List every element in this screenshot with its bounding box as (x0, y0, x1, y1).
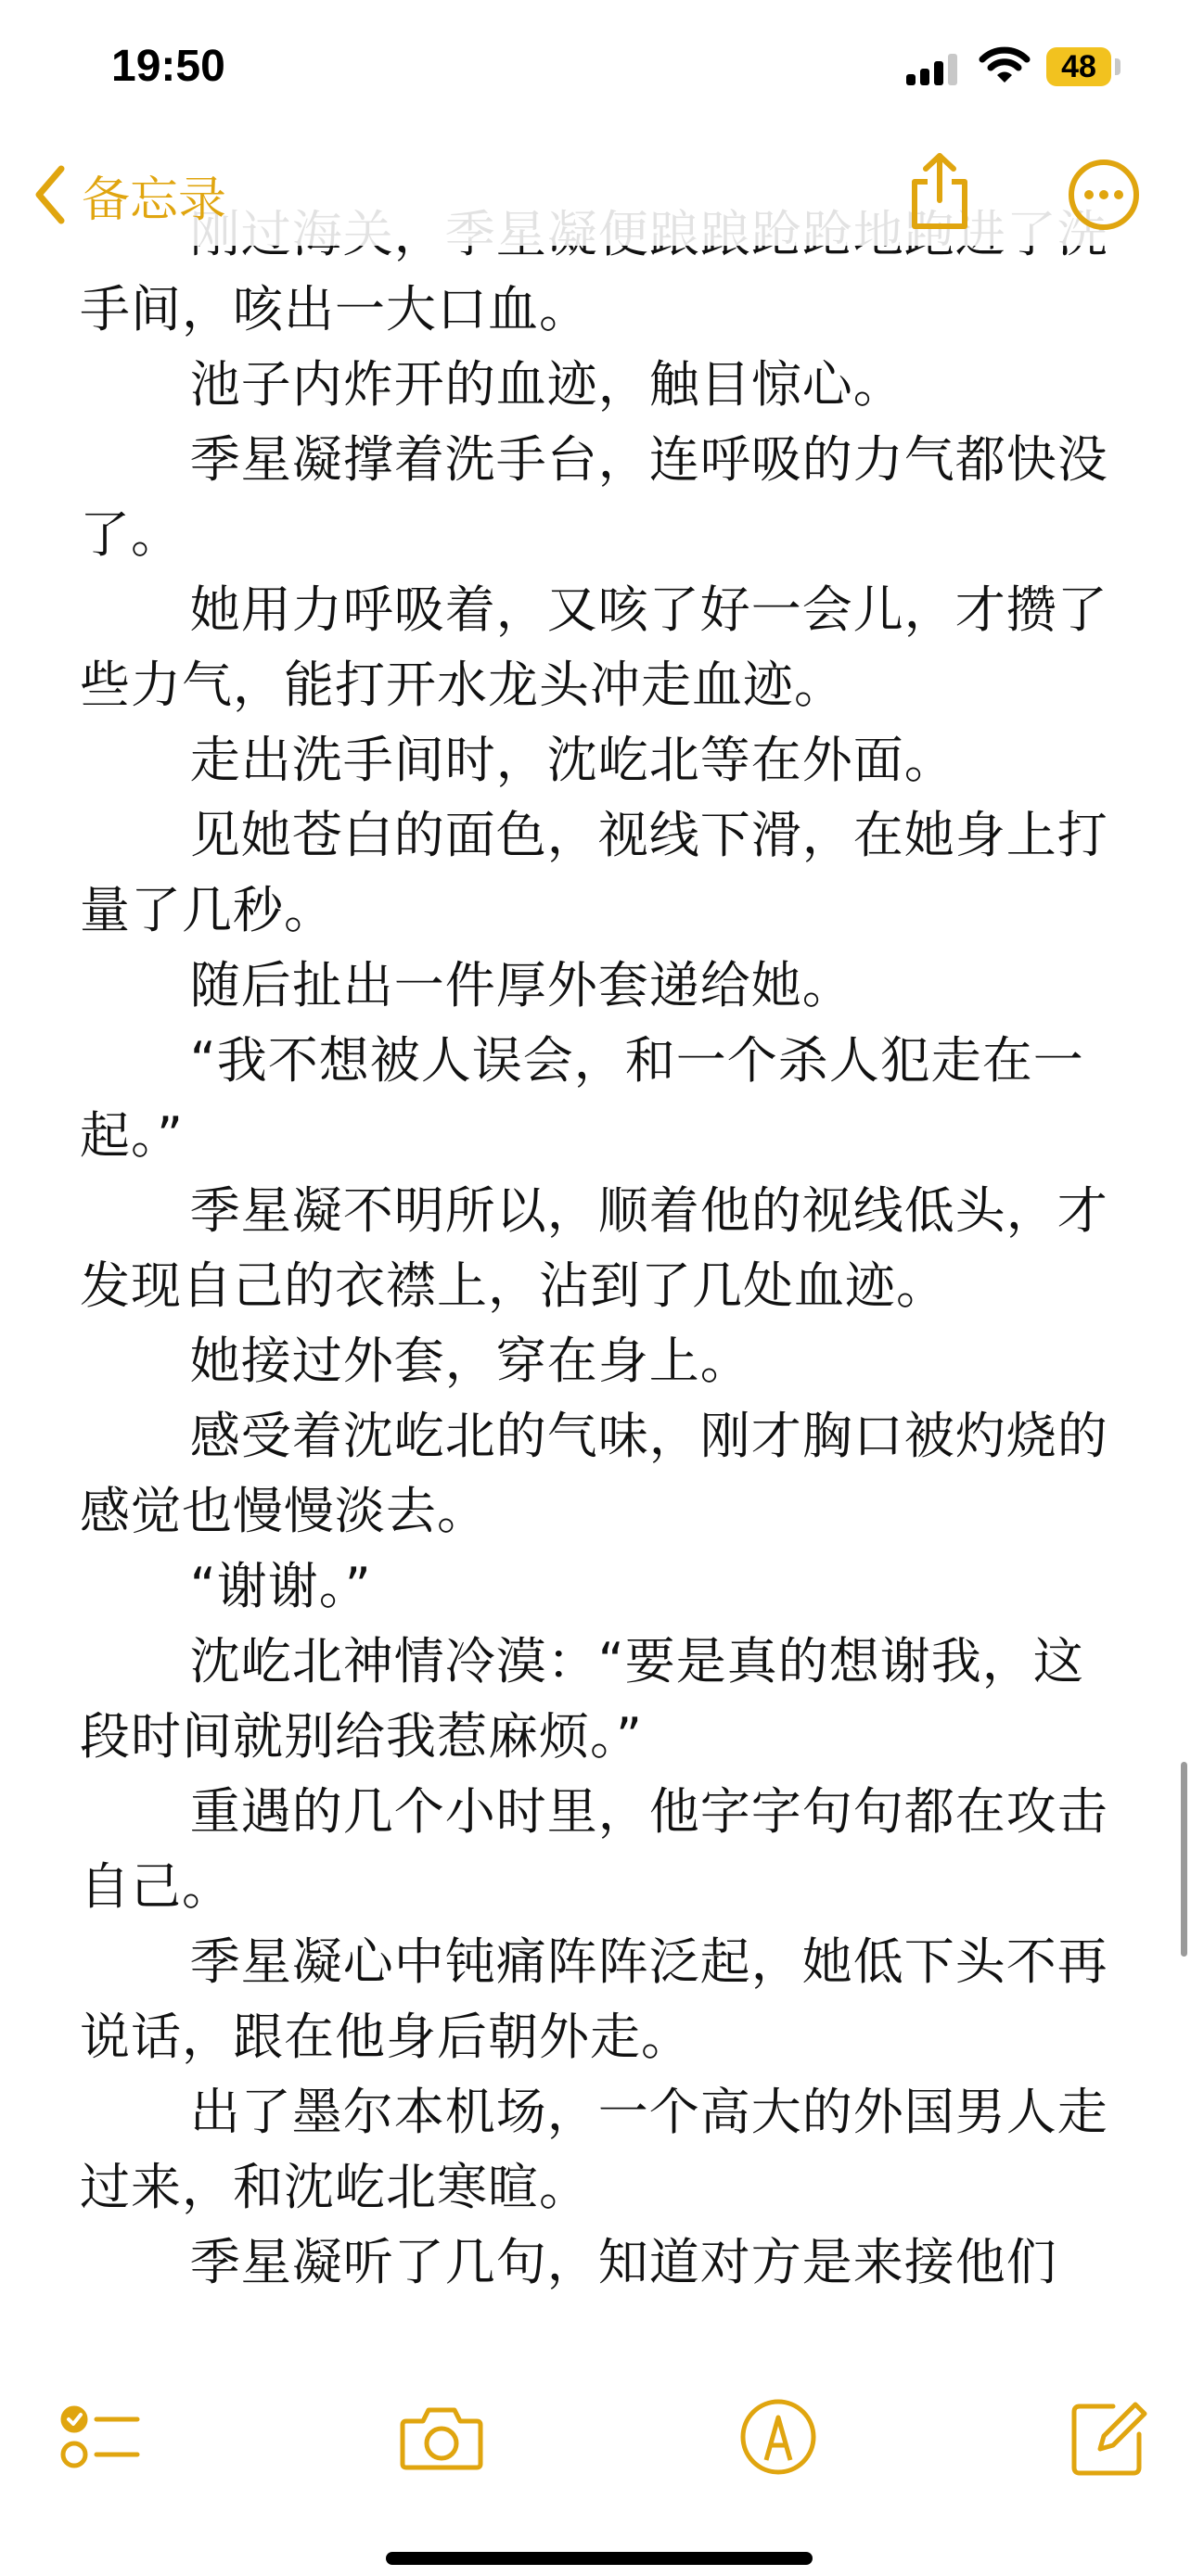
compose-icon[interactable] (1067, 2395, 1150, 2479)
share-icon[interactable] (907, 148, 972, 232)
note-text[interactable] (80, 197, 1119, 2300)
battery-tip (1115, 58, 1121, 75)
back-button[interactable] (33, 158, 226, 232)
camera-icon[interactable] (397, 2395, 486, 2479)
note-paragraph: 季星凝不明所以，顺着他的视线低头，才发现自己的衣襟上，沾到了几处血迹。 (80, 1181, 1108, 1315)
back-label: 备忘录 (82, 172, 227, 228)
note-paragraph: “谢谢。” (189, 1557, 372, 1615)
note-paragraph: 季星凝心中钝痛阵阵泛起，她低下头不再说话，跟在他身后朝外走。 (80, 1932, 1108, 2066)
note-paragraph: 重遇的几个小时里，他字字句句都在攻击自己。 (80, 1782, 1108, 1916)
chevron-left-icon (33, 165, 67, 224)
note-paragraph: 季星凝听了几句，知道对方是来接他们 (189, 2233, 1057, 2291)
bottom-toolbar (0, 2360, 1191, 2576)
wifi-icon (979, 45, 1031, 85)
scroll-indicator[interactable] (1181, 1762, 1187, 1957)
note-paragraph: 她接过外套，穿在身上。 (189, 1332, 751, 1390)
checklist-icon[interactable] (59, 2395, 143, 2479)
note-paragraph: 感受着沈屹北的气味，刚才胸口被灼烧的感觉也慢慢淡去。 (80, 1407, 1108, 1540)
cellular-signal-icon (906, 52, 958, 85)
note-paragraph: 季星凝撑着洗手台，连呼吸的力气都快没了。 (80, 430, 1108, 564)
navigation-bar (0, 139, 1191, 246)
status-time: 19:50 (111, 42, 225, 91)
note-paragraph: 出了墨尔本机场，一个高大的外国男人走过来，和沈屹北寒暄。 (80, 2083, 1108, 2216)
note-paragraph: 随后扯出一件厚外套递给她。 (189, 956, 853, 1014)
note-paragraph: 走出洗手间时，沈屹北等在外面。 (189, 731, 955, 789)
note-paragraph: “我不想被人误会，和一个杀人犯走在一起。” (80, 1031, 1084, 1165)
note-paragraph: 见她苍白的面色，视线下滑，在她身上打量了几秒。 (80, 806, 1108, 939)
note-paragraph: 池子内炸开的血迹，触目惊心。 (189, 355, 904, 414)
markup-pen-icon[interactable] (736, 2395, 820, 2479)
home-indicator[interactable] (386, 2552, 813, 2565)
status-bar (0, 0, 1191, 139)
note-paragraph: 她用力呼吸着，又咳了好一会儿，才攒了些力气，能打开水龙头冲走血迹。 (80, 580, 1108, 714)
note-paragraph: 沈屹北神情冷漠：“要是真的想谢我，这段时间就别给我惹麻烦。” (80, 1632, 1084, 1766)
note-paragraph: 手间，咳出一大口血。 (80, 280, 590, 338)
more-options-icon[interactable] (1067, 158, 1141, 232)
battery-indicator: 48 (1046, 47, 1111, 86)
